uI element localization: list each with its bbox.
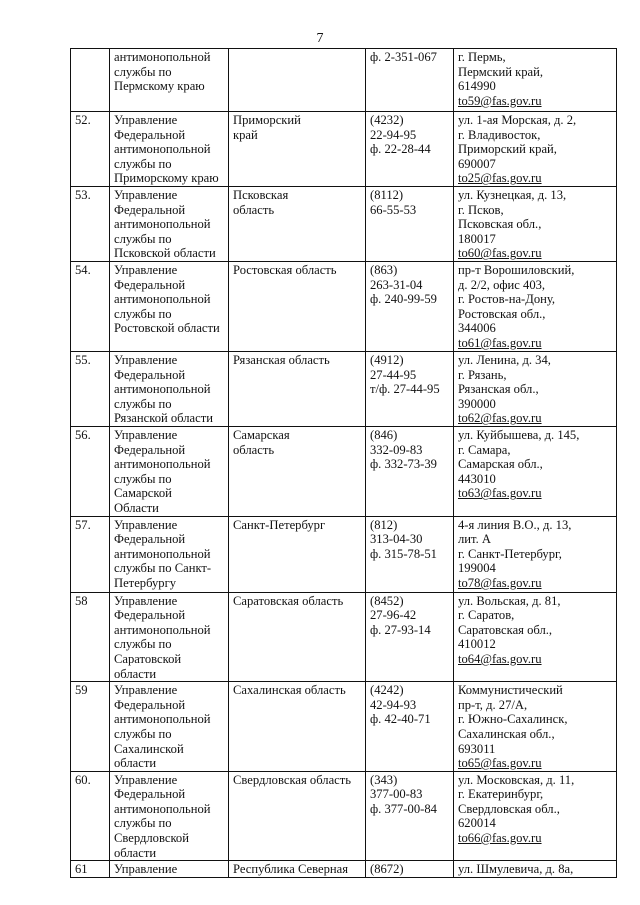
postal-address: ул. Ленина, д. 34, г. Рязань, Рязанская обл., 390000 bbox=[458, 353, 551, 411]
address-cell bbox=[454, 49, 617, 112]
authority-name: Управление Федеральной антимонопольной службы по Самарской Области bbox=[110, 427, 229, 517]
region-name: Саратовская область bbox=[229, 592, 366, 682]
phone-numbers: (4242) 42-94-93 ф. 42-40-71 bbox=[366, 682, 454, 772]
authority-name: антимонопольной службы по Пермскому краю bbox=[110, 49, 229, 112]
table-row bbox=[71, 49, 617, 112]
address-cell bbox=[454, 352, 617, 427]
row-number bbox=[71, 49, 110, 112]
postal-address: ул. Кузнецкая, д. 13, г. Псков, Псковская обл., 180017 bbox=[458, 188, 567, 246]
authority-name: Управление Федеральной антимонопольной службы по Сахалинской области bbox=[110, 682, 229, 772]
authority-name: Управление Федеральной антимонопольной службы по Приморскому краю bbox=[110, 112, 229, 187]
address-cell bbox=[454, 262, 617, 352]
email-link[interactable]: to66@fas.gov.ru bbox=[458, 831, 542, 846]
row-number: 54. bbox=[71, 262, 110, 352]
region-name: Рязанская область bbox=[229, 352, 366, 427]
region-name bbox=[229, 49, 366, 112]
phone-numbers: (343) 377-00-83 ф. 377-00-84 bbox=[366, 771, 454, 861]
row-number: 57. bbox=[71, 516, 110, 592]
authority-name: Управление Федеральной антимонопольной службы по Санкт- Петербургу bbox=[110, 516, 229, 592]
region-name: Свердловская область bbox=[229, 771, 366, 861]
phone-numbers: (863) 263-31-04 ф. 240-99-59 bbox=[366, 262, 454, 352]
phone-numbers: (4912) 27-44-95 т/ф. 27-44-95 bbox=[366, 352, 454, 427]
address-cell bbox=[454, 861, 617, 878]
address-cell bbox=[454, 427, 617, 517]
authority-name: Управление Федеральной антимонопольной службы по Рязанской области bbox=[110, 352, 229, 427]
email-link[interactable]: to61@fas.gov.ru bbox=[458, 335, 542, 350]
email-link[interactable]: to25@fas.gov.ru bbox=[458, 171, 542, 186]
table-row bbox=[71, 427, 617, 517]
postal-address: ул. 1-ая Морская, д. 2, г. Владивосток, Приморский край, 690007 bbox=[458, 113, 577, 171]
table-row bbox=[71, 771, 617, 861]
authority-name: Управление Федеральной антимонопольной службы по Саратовской области bbox=[110, 592, 229, 682]
authority-contacts-table bbox=[70, 48, 617, 878]
row-number: 60. bbox=[71, 771, 110, 861]
email-link[interactable]: to78@fas.gov.ru bbox=[458, 575, 542, 590]
postal-address: пр-т Ворошиловский, д. 2/2, офис 403, г. Ростов-на-Дону, Ростовская обл., 344006 bbox=[458, 263, 575, 336]
row-number: 61 bbox=[71, 861, 110, 878]
postal-address: г. Пермь, Пермский край, 614990 bbox=[458, 50, 543, 94]
email-link[interactable]: to62@fas.gov.ru bbox=[458, 411, 542, 426]
address-cell bbox=[454, 771, 617, 861]
address-cell bbox=[454, 592, 617, 682]
email-link[interactable]: to65@fas.gov.ru bbox=[458, 756, 542, 771]
region-name: Санкт-Петербург bbox=[229, 516, 366, 592]
address-cell bbox=[454, 187, 617, 262]
phone-numbers: (846) 332-09-83 ф. 332-73-39 bbox=[366, 427, 454, 517]
authority-name: Управление Федеральной антимонопольной службы по Ростовской области bbox=[110, 262, 229, 352]
page-number: 7 bbox=[316, 31, 324, 46]
region-name: Сахалинская область bbox=[229, 682, 366, 772]
postal-address: ул. Московская, д. 11, г. Екатеринбург, Свердловская обл., 620014 bbox=[458, 772, 575, 831]
phone-numbers: (4232) 22-94-95 ф. 22-28-44 bbox=[366, 112, 454, 187]
region-name: Ростовская область bbox=[229, 262, 366, 352]
table-row bbox=[71, 516, 617, 592]
authority-name: Управление Федеральной антимонопольной службы по Псковской области bbox=[110, 187, 229, 262]
postal-address: 4-я линия В.О., д. 13, лит. А г. Санкт-Петербург, 199004 bbox=[458, 517, 572, 576]
table-row bbox=[71, 352, 617, 427]
region-name: Республика Северная bbox=[229, 861, 366, 878]
phone-numbers: (8112) 66-55-53 bbox=[366, 187, 454, 262]
row-number: 56. bbox=[71, 427, 110, 517]
table-row bbox=[71, 262, 617, 352]
address-cell bbox=[454, 682, 617, 772]
email-link[interactable]: to63@fas.gov.ru bbox=[458, 486, 542, 501]
email-link[interactable]: to60@fas.gov.ru bbox=[458, 246, 542, 261]
email-link[interactable]: to59@fas.gov.ru bbox=[458, 93, 542, 108]
row-number: 55. bbox=[71, 352, 110, 427]
email-link[interactable]: to64@fas.gov.ru bbox=[458, 651, 542, 666]
region-name: Самарская область bbox=[229, 427, 366, 517]
table-row bbox=[71, 682, 617, 772]
postal-address: Коммунистический пр-т, д. 27/А, г. Южно-Сахалинск, Сахалинская обл., 693011 bbox=[458, 683, 568, 756]
row-number: 53. bbox=[71, 187, 110, 262]
phone-numbers: ф. 2-351-067 bbox=[366, 49, 454, 112]
phone-numbers: (8452) 27-96-42 ф. 27-93-14 bbox=[366, 592, 454, 682]
address-cell bbox=[454, 112, 617, 187]
table-row bbox=[71, 592, 617, 682]
table-row bbox=[71, 861, 617, 878]
region-name: Приморский край bbox=[229, 112, 366, 187]
row-number: 58 bbox=[71, 592, 110, 682]
region-name: Псковская область bbox=[229, 187, 366, 262]
address-cell bbox=[454, 516, 617, 592]
phone-numbers: (812) 313-04-30 ф. 315-78-51 bbox=[366, 516, 454, 592]
phone-numbers: (8672) bbox=[366, 861, 454, 878]
authority-name: Управление Федеральной антимонопольной службы по Свердловской области bbox=[110, 771, 229, 861]
row-number: 59 bbox=[71, 682, 110, 772]
authority-name: Управление bbox=[110, 861, 229, 878]
postal-address: ул. Шмулевича, д. 8а, bbox=[458, 862, 574, 877]
table-row bbox=[71, 112, 617, 187]
row-number: 52. bbox=[71, 112, 110, 187]
postal-address: ул. Вольская, д. 81, г. Саратов, Саратовская обл., 410012 bbox=[458, 593, 561, 652]
postal-address: ул. Куйбышева, д. 145, г. Самара, Самарская обл., 443010 bbox=[458, 428, 580, 486]
table-row bbox=[71, 187, 617, 262]
